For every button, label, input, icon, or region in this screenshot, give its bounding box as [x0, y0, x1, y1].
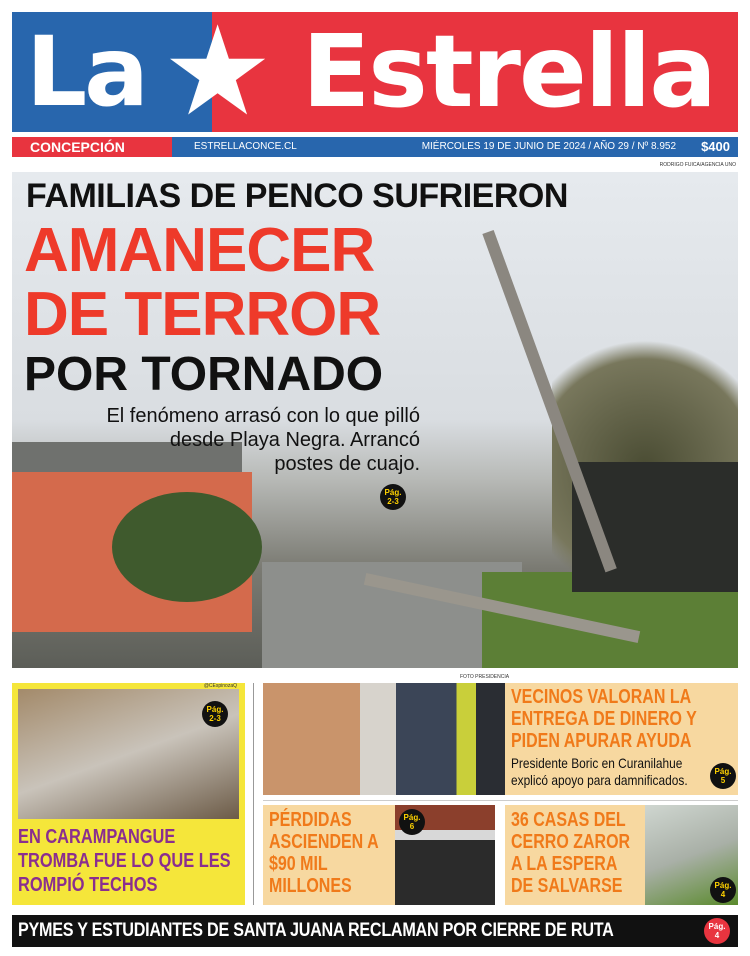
page-ref-badge	[704, 918, 730, 944]
page-number: 2-3	[387, 497, 399, 506]
deck-line: El fenómeno arrasó con lo que pilló	[106, 405, 420, 427]
edition-strip	[12, 137, 738, 157]
logo-text-la: La	[26, 16, 146, 128]
divider	[263, 800, 738, 801]
website-link[interactable]: ESTRELLACONCE.CL	[194, 141, 297, 152]
masthead-logo	[12, 12, 738, 132]
edition-date: MIÉRCOLES 19 DE JUNIO DE 2024 / AÑO 29 / Nº 8.952	[421, 141, 676, 152]
page-ref-badge	[399, 809, 425, 835]
story-cerro-zaror[interactable]	[505, 805, 738, 905]
page-label: Pág.	[714, 767, 732, 776]
carampangue-headline: EN CARAMPANGUE TROMBA FUE LO QUE LES ROMPIÓ TECHOS	[18, 826, 231, 896]
vecinos-headline: VECINOS VALORAN LA ENTREGA DE DINERO Y PIDEN APURAR AYUDA	[511, 686, 697, 752]
bottom-headline: PYMES Y ESTUDIANTES DE SANTA JUANA RECLAMAN POR CIERRE DE RUTA	[18, 920, 614, 941]
main-kicker: FAMILIAS DE PENCO SUFRIERON	[26, 177, 568, 215]
cerro-headline: 36 CASAS DEL CERRO ZAROR A LA ESPERA DE SALVARSE	[511, 809, 631, 897]
page-number: 4	[720, 890, 726, 899]
vecinos-sub: Presidente Boric en Curanilahue explicó apoyo para damnificados.	[511, 755, 688, 788]
deck-line: postes de cuajo.	[274, 453, 420, 475]
photo-credit: RODRIGO FUICA/AGENCIA UNO	[659, 162, 736, 168]
page-label: Pág.	[403, 813, 421, 822]
photo-credit: @CEspinozaQ	[203, 683, 237, 689]
page-ref-badge	[710, 763, 736, 789]
boric-delivery-photo	[263, 683, 505, 795]
page-label: Pág.	[708, 922, 726, 931]
logo-text-estrella: Estrella	[302, 13, 715, 130]
page-number: 4	[714, 931, 720, 940]
tree	[112, 492, 262, 602]
star-icon: ★	[162, 12, 274, 132]
page-ref-badge	[710, 877, 736, 903]
page-number: 5	[720, 776, 726, 785]
main-headline-3: POR TORNADO	[24, 348, 384, 401]
story-perdidas[interactable]	[263, 805, 495, 905]
photo-credit: FOTO PRESIDENCIA	[460, 674, 510, 680]
story-vecinos[interactable]	[263, 683, 738, 795]
page-label: Pág.	[714, 881, 732, 890]
page-label: Pág.	[206, 705, 224, 714]
main-headline-1: AMANECER	[24, 216, 375, 285]
page-ref-badge	[202, 701, 228, 727]
bottom-story-bar[interactable]	[12, 915, 738, 947]
column-divider	[253, 683, 254, 905]
page-number: 2-3	[209, 714, 221, 723]
page-number: 6	[409, 822, 415, 831]
vecinos-text	[505, 683, 738, 795]
price: $400	[701, 139, 730, 154]
perdidas-headline: PÉRDIDAS ASCIENDEN A $90 MIL MILLONES	[269, 809, 379, 897]
edition-city: CONCEPCIÓN	[12, 137, 172, 157]
main-headline-2: DE TERROR	[24, 280, 381, 349]
deck-line: desde Playa Negra. Arrancó	[169, 429, 420, 451]
page-ref-badge	[380, 484, 406, 510]
page-label: Pág.	[384, 488, 402, 497]
main-story[interactable]	[12, 172, 738, 668]
main-deck	[12, 404, 420, 476]
story-carampangue[interactable]	[12, 683, 245, 905]
